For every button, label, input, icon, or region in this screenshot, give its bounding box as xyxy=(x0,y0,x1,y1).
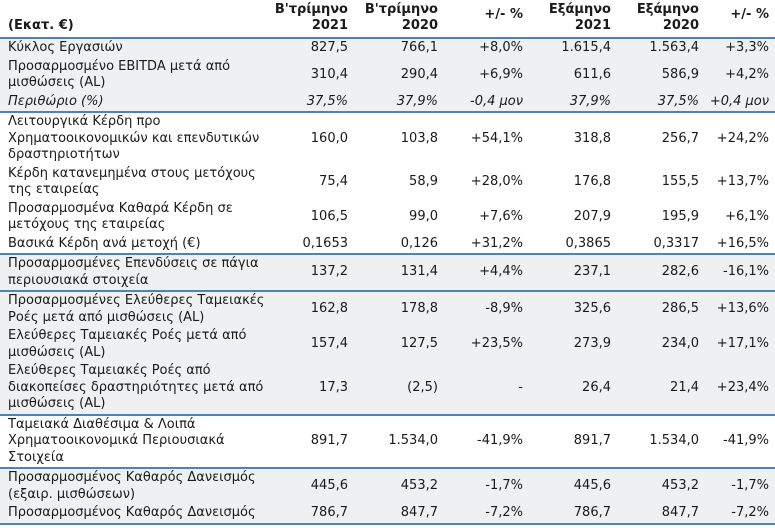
column-header-quarter-change-pct xyxy=(444,0,529,38)
value-cell: +16,5% xyxy=(705,235,775,255)
value-cell: 0,1653 xyxy=(270,235,354,255)
value-cell: -41,9% xyxy=(444,415,529,469)
value-cell: 286,5 xyxy=(661,301,699,317)
table-row xyxy=(0,93,775,113)
table-row xyxy=(0,165,775,200)
row-label: Κέρδη κατανεμημένα στους μετόχους της εταιρείας xyxy=(8,165,256,197)
value-cell: 58,9 xyxy=(409,173,438,189)
value-cell: 847,7 xyxy=(354,504,444,524)
column-header-line1: +/- % xyxy=(730,6,769,22)
value-cell: 891,7 xyxy=(529,415,617,469)
value-cell: - xyxy=(444,362,529,415)
value-cell: 310,4 xyxy=(310,66,348,82)
column-header-line2: 2021 xyxy=(574,18,611,33)
value-cell: 103,8 xyxy=(400,130,438,146)
row-label: Βασικά Κέρδη ανά μετοχή (€) xyxy=(0,235,270,255)
value-cell: +6,1% xyxy=(725,208,769,224)
value-cell: -7,2% xyxy=(705,504,775,524)
value-cell: 1.563,4 xyxy=(649,40,699,55)
value-cell: 586,9 xyxy=(661,66,699,82)
value-cell: +4,4% xyxy=(444,254,529,291)
column-header-line2: 2021 xyxy=(311,18,348,33)
column-header-halfyear-change-pct xyxy=(705,0,775,38)
value-cell: +6,9% xyxy=(479,66,523,82)
value-cell: 137,2 xyxy=(270,254,354,291)
row-label: Λειτουργικά Κέρδη προ Χρηματοοικονομικών και επενδυτικών δραστηριοτήτων xyxy=(8,114,260,162)
value-cell: 766,1 xyxy=(400,40,438,55)
value-cell: -8,9% xyxy=(485,301,523,317)
table-row xyxy=(0,200,775,235)
value-cell: 0,3317 xyxy=(617,235,705,255)
table-row xyxy=(0,291,775,327)
value-cell: 37,5% xyxy=(617,93,705,113)
column-header-q2-2020 xyxy=(354,0,444,38)
column-header-line1: Εξάμηνο xyxy=(636,2,699,17)
value-cell: 127,5 xyxy=(400,336,438,352)
value-cell: +4,2% xyxy=(725,66,769,82)
value-cell: 0,126 xyxy=(354,235,444,255)
value-cell: 786,7 xyxy=(270,504,354,524)
value-cell: 847,7 xyxy=(617,504,705,524)
column-header-line1: Β'τρίμηνο xyxy=(364,2,438,17)
table-body xyxy=(0,38,775,524)
value-cell: 256,7 xyxy=(661,130,699,146)
value-cell: +23,5% xyxy=(470,336,523,352)
value-cell: 237,1 xyxy=(529,254,617,291)
value-cell: 827,5 xyxy=(310,40,348,55)
value-cell: 157,4 xyxy=(310,336,348,352)
value-cell: 37,9% xyxy=(529,93,617,113)
table-row xyxy=(0,362,775,415)
value-cell: 155,5 xyxy=(661,173,699,189)
value-cell: 611,6 xyxy=(573,66,611,82)
row-label: Ελεύθερες Ταμειακές Ροές μετά από μισθώσεις (AL) xyxy=(8,328,247,360)
column-header-h1-2021 xyxy=(529,0,617,38)
row-label: Προσαρμοσμένες Ελεύθερες Ταμειακές Ροές μετά από μισθώσεις (AL) xyxy=(8,293,265,325)
value-cell: 178,8 xyxy=(400,301,438,317)
table-row xyxy=(0,254,775,291)
value-cell: 106,5 xyxy=(310,208,348,224)
value-cell: 1.615,4 xyxy=(561,40,611,55)
value-cell: 318,8 xyxy=(573,130,611,146)
value-cell: +3,3% xyxy=(725,40,769,55)
value-cell: 325,6 xyxy=(573,301,611,317)
row-label: Προσαρμοσμένες Επενδύσεις σε πάγια περιουσιακά στοιχεία xyxy=(0,254,270,291)
column-header-h1-2020 xyxy=(617,0,705,38)
value-cell: 160,0 xyxy=(310,130,348,146)
value-cell: 282,6 xyxy=(617,254,705,291)
value-cell: 891,7 xyxy=(270,415,354,469)
value-cell: 131,4 xyxy=(354,254,444,291)
unit-header: (Εκατ. €) xyxy=(0,0,270,38)
value-cell: 290,4 xyxy=(400,66,438,82)
value-cell: 37,5% xyxy=(270,93,354,113)
column-header-line2: 2020 xyxy=(401,18,438,33)
column-header-line2: 2020 xyxy=(662,18,699,33)
value-cell: 445,6 xyxy=(573,478,611,494)
row-label: Ταμειακά Διαθέσιμα & Λοιπά Χρηματοοικονομικά Περιουσιακά Στοιχεία xyxy=(0,415,270,469)
header-row xyxy=(0,0,775,38)
value-cell: 445,6 xyxy=(310,478,348,494)
value-cell: 17,3 xyxy=(270,362,354,415)
table-row xyxy=(0,38,775,58)
value-cell: +13,6% xyxy=(716,301,769,317)
value-cell: 207,9 xyxy=(573,208,611,224)
value-cell: 273,9 xyxy=(573,336,611,352)
value-cell: +13,7% xyxy=(716,173,769,189)
value-cell: 786,7 xyxy=(529,504,617,524)
value-cell: +24,2% xyxy=(716,130,769,146)
row-label: Προσαρμοσμένος Καθαρός Δανεισμός (εξαιρ. μισθώσεων) xyxy=(8,470,256,502)
row-label: Περιθώριο (%) xyxy=(0,93,270,113)
value-cell: +0,4 μον xyxy=(705,93,775,113)
value-cell: -41,9% xyxy=(705,415,775,469)
value-cell: 162,8 xyxy=(310,301,348,317)
value-cell: -0,4 μον xyxy=(444,93,529,113)
value-cell: 99,0 xyxy=(409,208,438,224)
column-header-line1: +/- % xyxy=(484,6,523,22)
value-cell: +54,1% xyxy=(470,130,523,146)
value-cell: 75,4 xyxy=(319,173,348,189)
value-cell: +31,2% xyxy=(444,235,529,255)
value-cell: -16,1% xyxy=(705,254,775,291)
value-cell: +8,0% xyxy=(479,40,523,55)
table-row xyxy=(0,415,775,469)
row-label: Προσαρμοσμένο EBITDA μετά από μισθώσεις (AL) xyxy=(8,58,231,90)
value-cell: -7,2% xyxy=(444,504,529,524)
row-label: Ελεύθερες Ταμειακές Ροές από διακοπείσες δραστηριότητες μετά από μισθώσεις (AL) xyxy=(0,362,270,415)
row-label: Προσαρμοσμένος Καθαρός Δανεισμός xyxy=(0,504,270,524)
table-header xyxy=(0,0,775,38)
table-row xyxy=(0,504,775,524)
value-cell: -1,7% xyxy=(485,478,523,494)
table-row xyxy=(0,327,775,362)
column-header-line1: Β'τρίμηνο xyxy=(274,2,348,17)
value-cell: 21,4 xyxy=(617,362,705,415)
table-row xyxy=(0,468,775,504)
value-cell: +7,6% xyxy=(479,208,523,224)
value-cell: 234,0 xyxy=(661,336,699,352)
value-cell: 1.534,0 xyxy=(617,415,705,469)
value-cell: +28,0% xyxy=(470,173,523,189)
table-row xyxy=(0,235,775,255)
row-label: Κύκλος Εργασιών xyxy=(8,40,123,55)
value-cell: 195,9 xyxy=(661,208,699,224)
value-cell: -1,7% xyxy=(731,478,769,494)
value-cell: 176,8 xyxy=(573,173,611,189)
value-cell: 0,3865 xyxy=(529,235,617,255)
table-row xyxy=(0,112,775,165)
table-row xyxy=(0,58,775,93)
column-header-q2-2021 xyxy=(270,0,354,38)
value-cell: +17,1% xyxy=(716,336,769,352)
value-cell: 453,2 xyxy=(400,478,438,494)
value-cell: 1.534,0 xyxy=(354,415,444,469)
column-header-line1: Εξάμηνο xyxy=(548,2,611,17)
value-cell: (2,5) xyxy=(354,362,444,415)
row-label: Προσαρμοσμένα Καθαρά Κέρδη σε μετόχους της εταιρείας xyxy=(8,200,233,232)
value-cell: +23,4% xyxy=(705,362,775,415)
value-cell: 37,9% xyxy=(354,93,444,113)
value-cell: 26,4 xyxy=(529,362,617,415)
value-cell: 453,2 xyxy=(661,478,699,494)
